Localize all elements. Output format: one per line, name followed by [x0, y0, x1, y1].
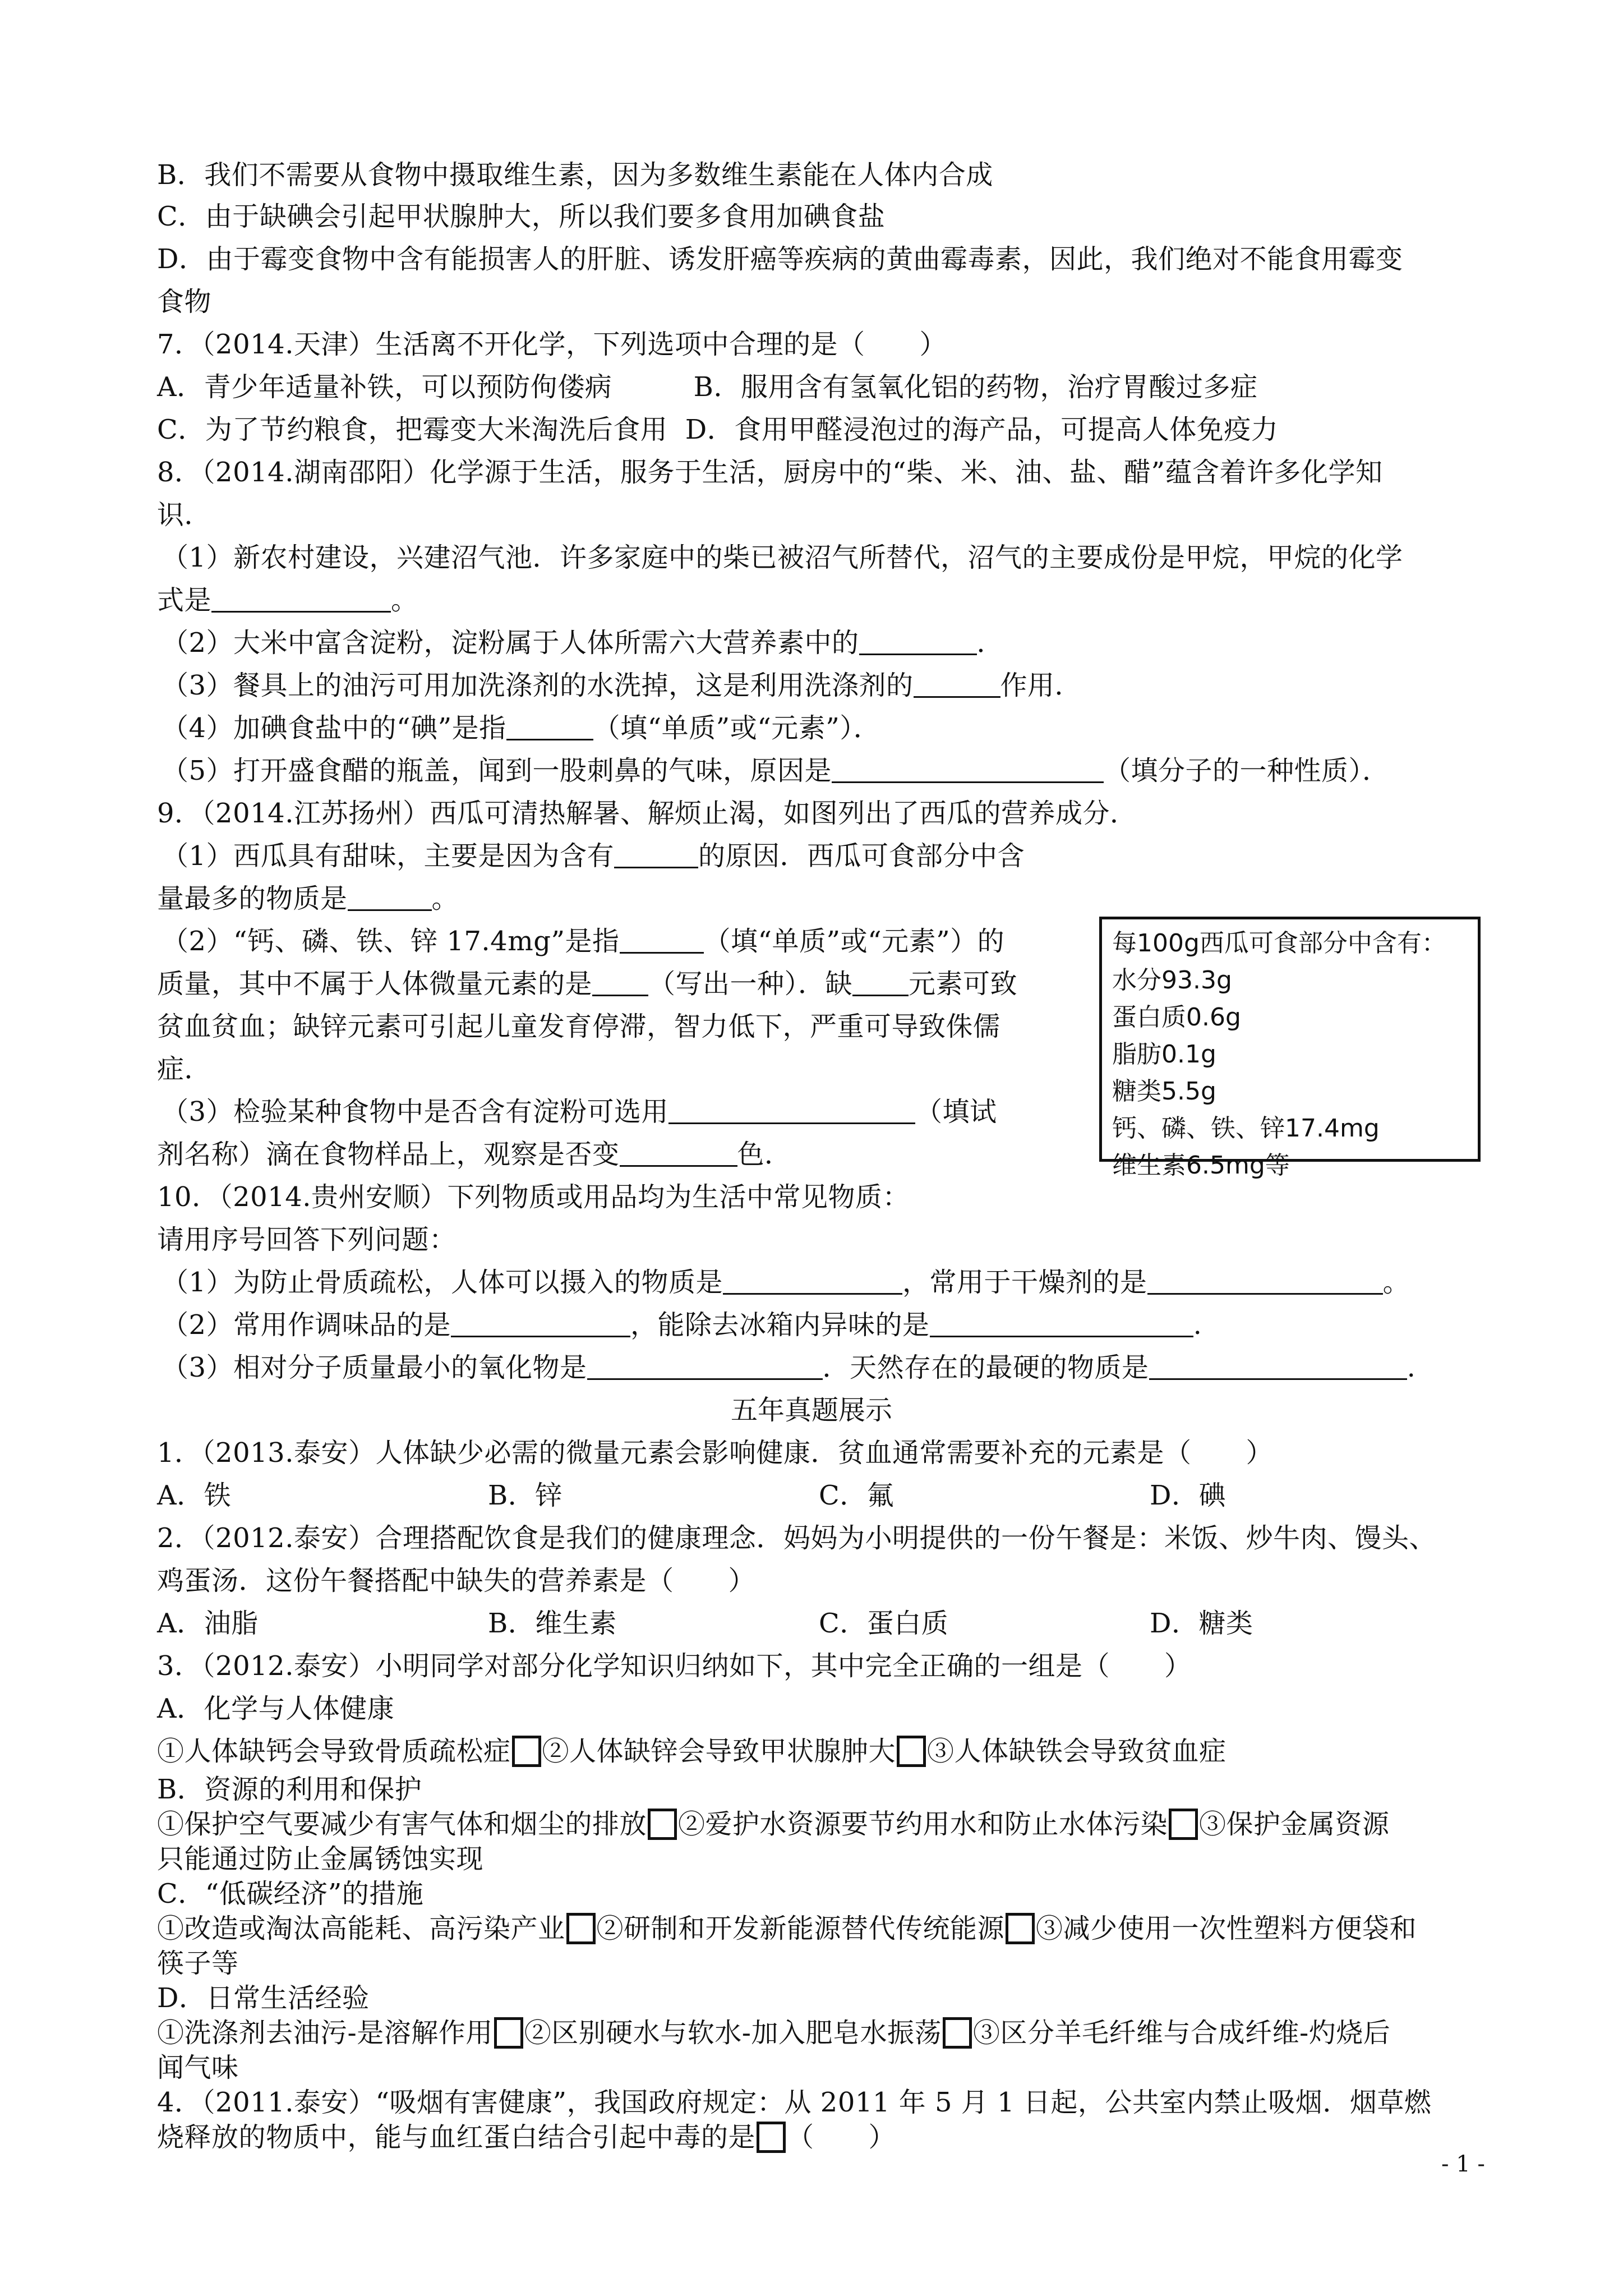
q9-3-end: （填试 — [915, 1096, 997, 1128]
group-a-items — [157, 1734, 1227, 1768]
question-7: 7．（2014.天津）生活离不开化学，下列选项中合理的是（ ） — [157, 329, 947, 360]
group-d-items-cont: 闻气味 — [157, 2052, 239, 2083]
q10-3-mid: ．天然存在的最硬的物质是 — [822, 1352, 1149, 1383]
answer-blank[interactable] — [1149, 1351, 1407, 1380]
nutrition-fat: 脂肪0.1g — [1112, 1040, 1216, 1069]
question-8-part-5 — [162, 754, 1390, 788]
q8-5-text: （5）打开盛食醋的瓶盖，闻到一股刺鼻的气味，原因是 — [162, 755, 832, 786]
q10-2-text: （2）常用作调味品的是 — [162, 1309, 451, 1341]
question-7-options-ab: A．青少年适量补铁，可以预防佝偻病 B．服用含有氢氧化铝的药物，治疗胃酸过多症 — [157, 371, 1258, 403]
choice-d: D．糖类 — [1150, 1608, 1253, 1639]
choice-d: D．碘 — [1150, 1480, 1226, 1511]
question-9-part-2-cont3: 症． — [157, 1053, 212, 1085]
answer-blank[interactable] — [832, 754, 1104, 783]
question-9-part-1 — [162, 839, 1025, 873]
past-question-3: 3．（2012.泰安）小明同学对部分化学知识归纳如下，其中完全正确的一组是（ ） — [157, 1650, 1192, 1682]
q10-3-text: （3）相对分子质量最小的氧化物是 — [162, 1352, 587, 1383]
group-b-item-1: ①保护空气要减少有害气体和烟尘的排放 — [157, 1809, 647, 1840]
checkbox[interactable] — [494, 2017, 523, 2049]
q9-2b-text: 质量，其中不属于人体微量元素的是 — [157, 968, 593, 1000]
question-9-part-2-cont — [157, 967, 1017, 1001]
question-8: 8．（2014.湖南邵阳）化学源于生活，服务于生活，厨房中的“柴、米、油、盐、醋”蕴含着许多化学知 — [157, 457, 1383, 488]
group-b-item-2: ②爱护水资源要节约用水和防止水体污染 — [678, 1809, 1168, 1840]
answer-blank[interactable] — [451, 1309, 630, 1337]
checkbox[interactable] — [757, 2122, 786, 2153]
nutrition-water: 水分93.3g — [1112, 966, 1232, 995]
group-d-item-2: ②区别硬水与软水-加入肥皂水振荡 — [524, 2017, 942, 2049]
group-b-items — [157, 1807, 1390, 1841]
group-d-item-1: ①洗涤剂去油污-是溶解作用 — [157, 2017, 493, 2049]
question-8-part-1-cont — [157, 583, 418, 617]
q8-5-end: （填分子的一种性质）． — [1104, 755, 1390, 786]
answer-blank[interactable] — [914, 669, 1000, 698]
question-8-part-2 — [162, 626, 1004, 660]
q10-1-text: （1）为防止骨质疏松，人体可以摄入的物质是 — [162, 1267, 723, 1298]
choice-a: A．油脂 — [157, 1608, 259, 1639]
choice-b: B．锌 — [488, 1480, 562, 1511]
question-10-part-2 — [162, 1308, 1202, 1342]
q10-2-mid: ，能除去冰箱内异味的是 — [630, 1309, 930, 1341]
answer-blank[interactable] — [620, 925, 704, 954]
checkbox[interactable] — [943, 2017, 972, 2049]
group-b-items-cont: 只能通过防止金属锈蚀实现 — [157, 1843, 484, 1875]
choice-a: A．铁 — [157, 1480, 232, 1511]
answer-blank[interactable] — [668, 1096, 915, 1124]
question-8-part-4 — [162, 711, 880, 745]
past-question-4-cont — [157, 2120, 896, 2154]
checkbox[interactable] — [1169, 1809, 1198, 1840]
q8-3-text: （3）餐具上的油污可用加洗涤剂的水洗掉，这是利用洗涤剂的 — [162, 670, 914, 701]
answer-blank[interactable] — [859, 627, 977, 655]
q9-1-mid: 的原因．西瓜可食部分中含 — [698, 840, 1025, 872]
checkbox[interactable] — [897, 1736, 926, 1767]
q8-1-end: 。 — [391, 585, 418, 616]
choice-c: C．氟 — [819, 1480, 895, 1511]
q8-3-end: 作用． — [1000, 670, 1082, 701]
group-a-item-3: ③人体缺铁会导致贫血症 — [927, 1736, 1227, 1767]
question-10-instruction: 请用序号回答下列问题： — [157, 1224, 457, 1255]
option-b-line: B．我们不需要从食物中摄取维生素，因为多数维生素能在人体内合成 — [157, 159, 993, 191]
checkbox[interactable] — [648, 1809, 677, 1840]
q8-4-text: （4）加碘食盐中的“碘”是指 — [162, 712, 506, 744]
checkbox[interactable] — [566, 1913, 596, 1944]
nutrition-title: 每100g西瓜可食部分中含有： — [1112, 929, 1446, 958]
answer-blank[interactable] — [211, 584, 391, 613]
choice-c: C．蛋白质 — [819, 1608, 949, 1639]
choice-b: B．维生素 — [488, 1608, 617, 1639]
q8-4-end: （填“单质”或“元素”）． — [593, 712, 881, 744]
q10-1-mid: ，常用于干燥剂的是 — [902, 1267, 1147, 1298]
answer-blank[interactable] — [930, 1309, 1193, 1337]
q9-2-text: （2）“钙、磷、铁、锌 17.4mg”是指 — [162, 926, 620, 957]
answer-blank[interactable] — [852, 968, 909, 996]
past-question-2: 2．（2012.泰安）合理搭配饮食是我们的健康理念．妈妈为小明提供的一份午餐是：米饭、炒牛肉、馒头、 — [157, 1522, 1436, 1554]
q9-3-text: （3）检验某种食物中是否含有淀粉可选用 — [162, 1096, 669, 1128]
past-question-2-cont: 鸡蛋汤．这份午餐搭配中缺失的营养素是（ ） — [157, 1565, 756, 1596]
nutrition-table-box — [1099, 917, 1481, 1180]
answer-blank[interactable] — [614, 840, 698, 868]
q9-2b-mid: （写出一种）．缺 — [648, 968, 853, 1000]
q4-text: 烧释放的物质中，能与血红蛋白结合引起中毒的是 — [157, 2122, 756, 2153]
question-9-part-1-cont — [157, 882, 459, 915]
q9-1b-end: 。 — [431, 883, 459, 914]
q8-2-text: （2）大米中富含淀粉，淀粉属于人体所需六大营养素中的 — [162, 627, 859, 659]
group-c-items-cont: 筷子等 — [157, 1948, 239, 1979]
group-d-items — [157, 2016, 1390, 2050]
answer-blank[interactable] — [348, 882, 432, 911]
q10-2-end: . — [1193, 1309, 1202, 1341]
group-d-item-3: ③区分羊毛纤维与合成纤维-灼烧后 — [972, 2017, 1391, 2049]
group-a-item-1: ①人体缺钙会导致骨质疏松症 — [157, 1736, 511, 1767]
checkbox[interactable] — [1006, 1913, 1035, 1944]
q9-1-text: （1）西瓜具有甜味，主要是因为含有 — [162, 840, 615, 872]
group-d-title: D．日常生活经验 — [157, 1982, 370, 2014]
answer-blank[interactable] — [620, 1138, 737, 1167]
q10-1-end: 。 — [1382, 1267, 1410, 1298]
past-question-1: 1．（2013.泰安）人体缺少必需的微量元素会影响健康．贫血通常需要补充的元素是（ ） — [157, 1437, 1273, 1469]
group-b-item-3: ③保护金属资源 — [1199, 1809, 1390, 1840]
group-c-item-2: ②研制和开发新能源替代传统能源 — [596, 1913, 1005, 1944]
nutrition-protein: 蛋白质0.6g — [1112, 1003, 1241, 1032]
option-d-line-cont: 食物 — [157, 286, 212, 318]
q10-3-end: . — [1407, 1352, 1416, 1383]
question-10: 10．（2014.贵州安顺）下列物质或用品均为生活中常见物质： — [157, 1181, 910, 1213]
section-title: 五年真题展示 — [730, 1395, 892, 1426]
group-b-title: B．资源的利用和保护 — [157, 1774, 422, 1805]
group-c-items — [157, 1912, 1417, 1945]
q9-3b-text: 剂名称）滴在食物样品上，观察是否变 — [157, 1139, 620, 1170]
option-d-line: D．由于霉变食物中含有能损害人的肝脏、诱发肝癌等疾病的黄曲霉毒素，因此，我们绝对不能食用霉变 — [157, 243, 1403, 275]
nutrition-sugar: 糖类5.5g — [1112, 1077, 1216, 1106]
question-8-cont: 识． — [157, 499, 212, 531]
group-c-title: C．“低碳经济”的措施 — [157, 1878, 424, 1910]
answer-blank[interactable] — [1147, 1266, 1383, 1295]
answer-blank[interactable] — [723, 1266, 902, 1295]
question-9-part-2-cont2: 贫血贫血；缺锌元素可引起儿童发育停滞，智力低下，严重可导致侏儒 — [157, 1011, 1000, 1042]
q9-1b-text: 量最多的物质是 — [157, 883, 348, 914]
question-8-part-3 — [162, 669, 1082, 702]
group-a-title: A．化学与人体健康 — [157, 1693, 395, 1724]
question-9-part-2 — [162, 924, 1004, 958]
question-10-part-3 — [162, 1351, 1415, 1384]
answer-blank[interactable] — [592, 968, 648, 996]
q4-end: （ ） — [787, 2122, 896, 2153]
question-7-options-cd: C．为了节约粮食，把霉变大米淘洗后食用 D．食用甲醛浸泡过的海产品，可提高人体免疫力 — [157, 414, 1279, 445]
option-c-line: C．由于缺碘会引起甲状腺肿大，所以我们要多食用加碘食盐 — [157, 201, 886, 232]
question-9: 9．（2014.江苏扬州）西瓜可清热解暑、解烦止渴，如图列出了西瓜的营养成分． — [157, 798, 1137, 829]
q9-3b-end: 色． — [737, 1139, 792, 1170]
nutrition-vitamins: 维生素6.5mg等 — [1112, 1151, 1290, 1180]
group-c-item-1: ①改造或淘汰高能耗、高污染产业 — [157, 1913, 565, 1944]
q9-2-end: （填“单质”或“元素”）的 — [703, 926, 1005, 957]
nutrition-minerals: 钙、磷、铁、锌17.4mg — [1112, 1114, 1380, 1143]
question-9-part-3-cont — [157, 1138, 792, 1171]
group-c-item-3: ③减少使用一次性塑料方便袋和 — [1036, 1913, 1417, 1944]
question-8-part-1: （1）新农村建设，兴建沼气池．许多家庭中的柴已被沼气所替代，沼气的主要成份是甲烷，甲烷的化学 — [162, 542, 1403, 573]
answer-blank[interactable] — [506, 712, 593, 740]
q9-2b-end: 元素可致 — [909, 968, 1018, 1000]
group-a-item-2: ②人体缺锌会导致甲状腺肿大 — [542, 1736, 896, 1767]
question-9-part-3 — [162, 1095, 997, 1129]
q8-2-end: ． — [976, 627, 1004, 659]
past-question-4: 4．（2011.泰安）“吸烟有害健康”，我国政府规定：从 2011 年 5 月 1 日起，公共室内禁止吸烟．烟草燃 — [157, 2087, 1432, 2118]
checkbox[interactable] — [512, 1736, 541, 1767]
q8-1-text: 式是 — [157, 585, 212, 616]
answer-blank[interactable] — [587, 1351, 823, 1380]
page-number: - 1 - — [1441, 2151, 1485, 2177]
question-10-part-1 — [162, 1266, 1410, 1299]
